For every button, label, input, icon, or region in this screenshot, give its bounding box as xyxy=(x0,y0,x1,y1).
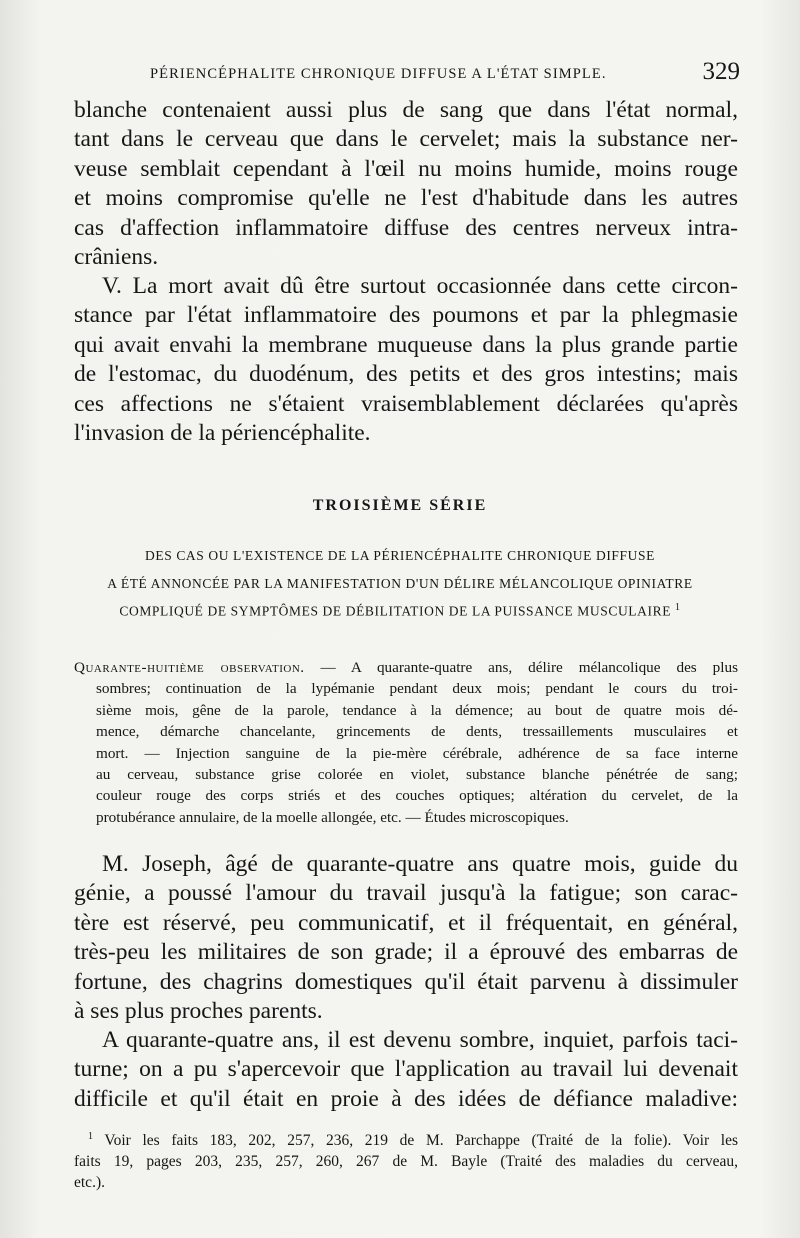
series-subtitle-text: COMPLIQUÉ DE SYMPTÔMES DE DÉBILITATION DE LA PUISSANCE MUSCULAIRE xyxy=(119,603,672,619)
text-line: veuse semblait cependant à l'œil nu moins humide, moins rouge xyxy=(74,155,738,182)
text-line: M. Joseph, âgé de quarante-quatre ans quatre mois, guide du xyxy=(102,851,738,877)
paragraph-continuation xyxy=(74,96,738,272)
text-line: turne; on a pu s'apercevoir que l'application au travail lui devenait xyxy=(74,1056,738,1083)
footnote-line xyxy=(74,1126,738,1151)
series-subtitle: DES CAS OU L'EXISTENCE DE LA PÉRIENCÉPHALITE CHRONIQUE DIFFUSE xyxy=(145,548,655,563)
series-subtitle: A ÉTÉ ANNONCÉE PAR LA MANIFESTATION D'UN DÉLIRE MÉLANCOLIQUE OPINIATRE xyxy=(107,576,693,591)
text-line: — A quarante-quatre ans, délire mélancolique des plus xyxy=(320,659,738,676)
paragraph-conclusion xyxy=(74,272,738,448)
text-line: qui avait envahi la membrane muqueuse dans la plus grande partie xyxy=(74,331,738,358)
footnote-line: etc.). xyxy=(74,1174,105,1192)
footnote xyxy=(74,1126,738,1193)
series-title: TROISIÈME SÉRIE xyxy=(312,497,488,514)
text-line: crâniens. xyxy=(74,244,159,271)
text-line: sombres; continuation de la lypémanie pendant deux mois; pendant le cours du troi- xyxy=(96,680,738,698)
footnote-line: faits 19, pages 203, 235, 257, 260, 267 de M. Bayle (Traité des maladies du cerveau, xyxy=(74,1153,738,1171)
series-subtitle-last xyxy=(0,602,800,620)
text-line: à ses plus proches parents. xyxy=(74,998,323,1025)
text-line: très-peu les militaires de son grade; il a éprouvé des embarras de xyxy=(74,939,738,966)
page-header xyxy=(150,58,742,90)
text-line: V. La mort avait dû être surtout occasionnée dans cette circon- xyxy=(102,273,738,299)
text-line: cas d'affection inflammatoire diffuse des centres nerveux intra- xyxy=(74,214,738,241)
text-line: mence, démarche chancelante, grincements de dents, tressaillements musculaires et xyxy=(96,723,738,741)
text-line: fortune, des chagrins domestiques qu'il était parvenu à dissimuler xyxy=(74,968,738,995)
text-line: au cerveau, substance grise colorée en violet, substance blanche pénétrée de sang; xyxy=(96,766,738,784)
paragraph-case-history xyxy=(74,850,738,1026)
text-line: tant dans le cerveau que dans le cervelet; mais la substance ner- xyxy=(74,126,738,153)
text-line: et moins compromise qu'elle ne l'est d'habitude dans les autres xyxy=(74,185,738,212)
page-number: 329 xyxy=(702,58,740,85)
text-line: tère est réservé, peu communicatif, et il fréquentait, en général, xyxy=(74,909,738,936)
text-line: blanche contenaient aussi plus de sang que dans l'état normal, xyxy=(74,97,738,123)
observation-heading: Quarante-huitième observation. xyxy=(74,659,305,676)
text-line: ces affections ne s'étaient vraisemblablement déclarées qu'après xyxy=(74,390,738,417)
footnote-reference: 1 xyxy=(675,602,681,613)
text-line: A quarante-quatre ans, il est devenu sombre, inquiet, parfois taci- xyxy=(102,1027,738,1053)
text-line: sième mois, gêne de la parole, tendance à la démence; au bout de quatre mois dé- xyxy=(96,701,738,719)
observation-summary xyxy=(74,657,738,828)
running-title: PÉRIENCÉPHALITE CHRONIQUE DIFFUSE A L'ÉTAT SIMPLE. xyxy=(150,66,607,82)
text-line: protubérance annulaire, de la moelle allongée, etc. — Études microscopiques. xyxy=(96,808,569,826)
text-line: mort. — Injection sanguine de la pie-mère cérébrale, adhérence de sa face interne xyxy=(96,744,738,762)
footnote-text: Voir les faits 183, 202, 257, 236, 219 de M. Parchappe (Traité de la folie). Voir les xyxy=(104,1132,738,1150)
paragraph-onset xyxy=(74,1026,738,1114)
text-line: difficile et qu'il était en proie à des idées de défiance maladive: xyxy=(74,1085,738,1112)
footnote-mark: 1 xyxy=(88,1131,93,1142)
text-line: stance par l'état inflammatoire des poumons et par la phlegmasie xyxy=(74,302,738,329)
text-line: génie, a poussé l'amour du travail jusqu'à la fatigue; son carac- xyxy=(74,880,738,907)
text-line: l'invasion de la périencéphalite. xyxy=(74,420,371,447)
text-line: couleur rouge des corps striés et des couches optiques; altération du cervelet, de la xyxy=(96,787,738,805)
text-line: de l'estomac, du duodénum, des petits et des gros intestins; mais xyxy=(74,361,738,388)
observation-first-line xyxy=(74,657,738,678)
